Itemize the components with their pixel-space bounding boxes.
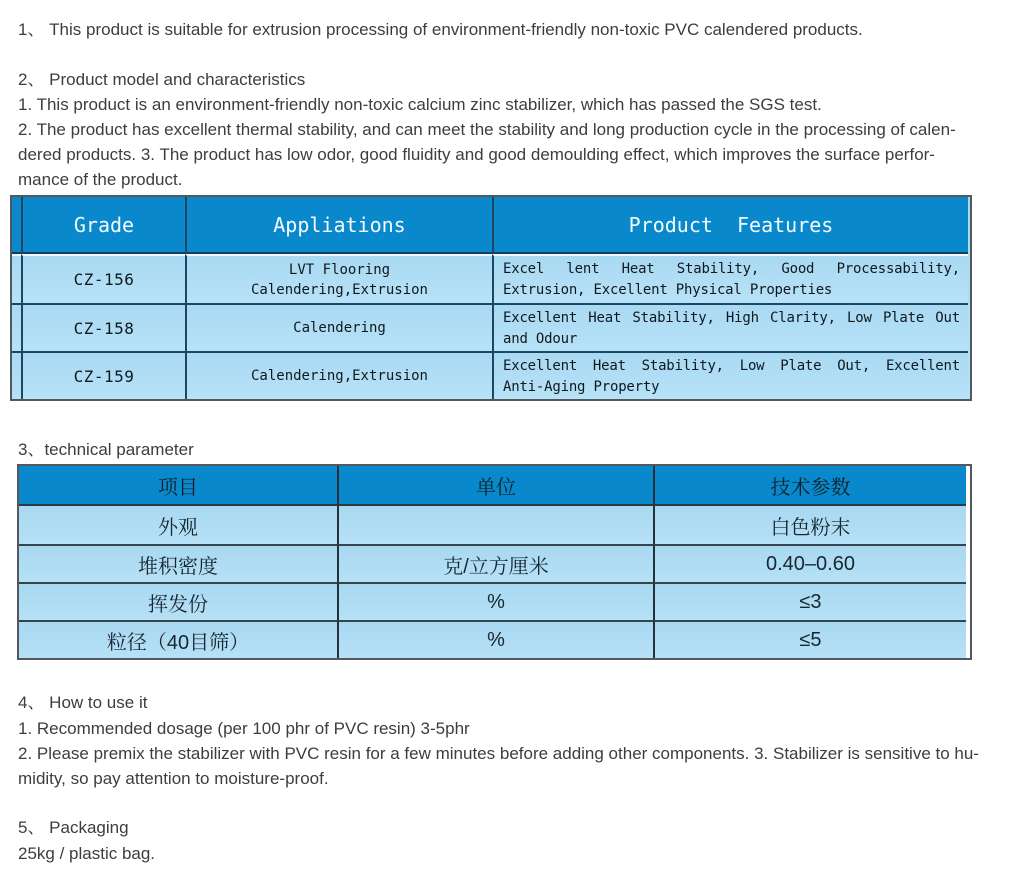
features-cell	[492, 254, 968, 303]
item-cell: 堆积密度	[19, 544, 337, 582]
section-5-line: 25kg / plastic bag.	[18, 844, 156, 863]
applications-line: Calendering,Extrusion	[250, 368, 428, 384]
col-header-grade: Grade	[21, 197, 185, 254]
section-5-heading: 5、 Packaging	[18, 818, 129, 837]
grade-cell: CZ-156	[21, 254, 185, 303]
col-header-parameter: 技术参数	[653, 466, 966, 506]
applications-cell	[185, 303, 492, 351]
grade-cell: CZ-158	[21, 303, 185, 351]
parameter-cell: 白色粉末	[653, 506, 966, 544]
features-cell	[492, 303, 968, 351]
section-2-line: dered products. 3. The product has low odor, good fluidity and good demoulding effect, which improves the surface perfor-	[18, 145, 935, 164]
parameter-cell: ≤3	[653, 582, 966, 620]
section-4-heading: 4、 How to use it	[18, 693, 148, 712]
features-text: Excel lent Heat Stability, Good Processability, Extrusion, Excellent Physical Properties	[503, 261, 960, 298]
grade-cell: CZ-159	[21, 351, 185, 399]
applications-cell	[185, 254, 492, 303]
section-2-line: 1. This product is an environment-friendly non-toxic calcium zinc stabilizer, which has passed the SGS test.	[18, 95, 822, 114]
item-cell: 外观	[19, 506, 337, 544]
table-edge-artifact	[12, 254, 21, 303]
table-edge-artifact	[12, 197, 21, 254]
features-text: Excellent Heat Stability, Low Plate Out, Excellent Anti-Aging Property	[503, 358, 960, 395]
section-4-line: 1. Recommended dosage (per 100 phr of PVC resin) 3-5phr	[18, 719, 470, 738]
section-2-line: 2. The product has excellent thermal stability, and can meet the stability and long production cycle in the processing of calen-	[18, 120, 956, 139]
features-text: Excellent Heat Stability, High Clarity, Low Plate Out and Odour	[503, 310, 960, 347]
section-4-line: midity, so pay attention to moisture-proof.	[18, 769, 329, 788]
section-4-line: 2. Please premix the stabilizer with PVC resin for a few minutes before adding other components. 3. Stabilizer is sensitive to hu-	[18, 744, 979, 763]
section-2-heading: 2、 Product model and characteristics	[18, 70, 306, 89]
item-cell: 粒径（40目筛）	[19, 620, 337, 658]
technical-parameters-table	[17, 464, 972, 660]
table-edge-artifact	[12, 351, 21, 399]
col-header-item: 项目	[19, 466, 337, 506]
unit-cell: 克/立方厘米	[337, 544, 653, 582]
section-2-line: mance of the product.	[18, 170, 183, 189]
parameter-cell: 0.40–0.60	[653, 544, 966, 582]
product-models-table	[10, 195, 972, 401]
col-header-applications: Appliations	[185, 197, 492, 254]
features-cell	[492, 351, 968, 399]
unit-cell: %	[337, 582, 653, 620]
unit-cell	[337, 506, 653, 544]
parameter-cell: ≤5	[653, 620, 966, 658]
applications-line: Calendering	[293, 320, 386, 336]
unit-cell: %	[337, 620, 653, 658]
table-edge-artifact	[12, 303, 21, 351]
col-header-product-features: Product Features	[492, 197, 968, 254]
applications-line: Calendering,Extrusion	[250, 281, 428, 298]
section-3-heading: 3、technical parameter	[18, 440, 194, 459]
section-1-text: 1、 This product is suitable for extrusion processing of environment-friendly non-toxic PVC calendered products.	[18, 20, 863, 39]
item-cell: 挥发份	[19, 582, 337, 620]
applications-line: LVT Flooring	[288, 261, 391, 278]
applications-cell	[185, 351, 492, 399]
col-header-unit: 单位	[337, 466, 653, 506]
